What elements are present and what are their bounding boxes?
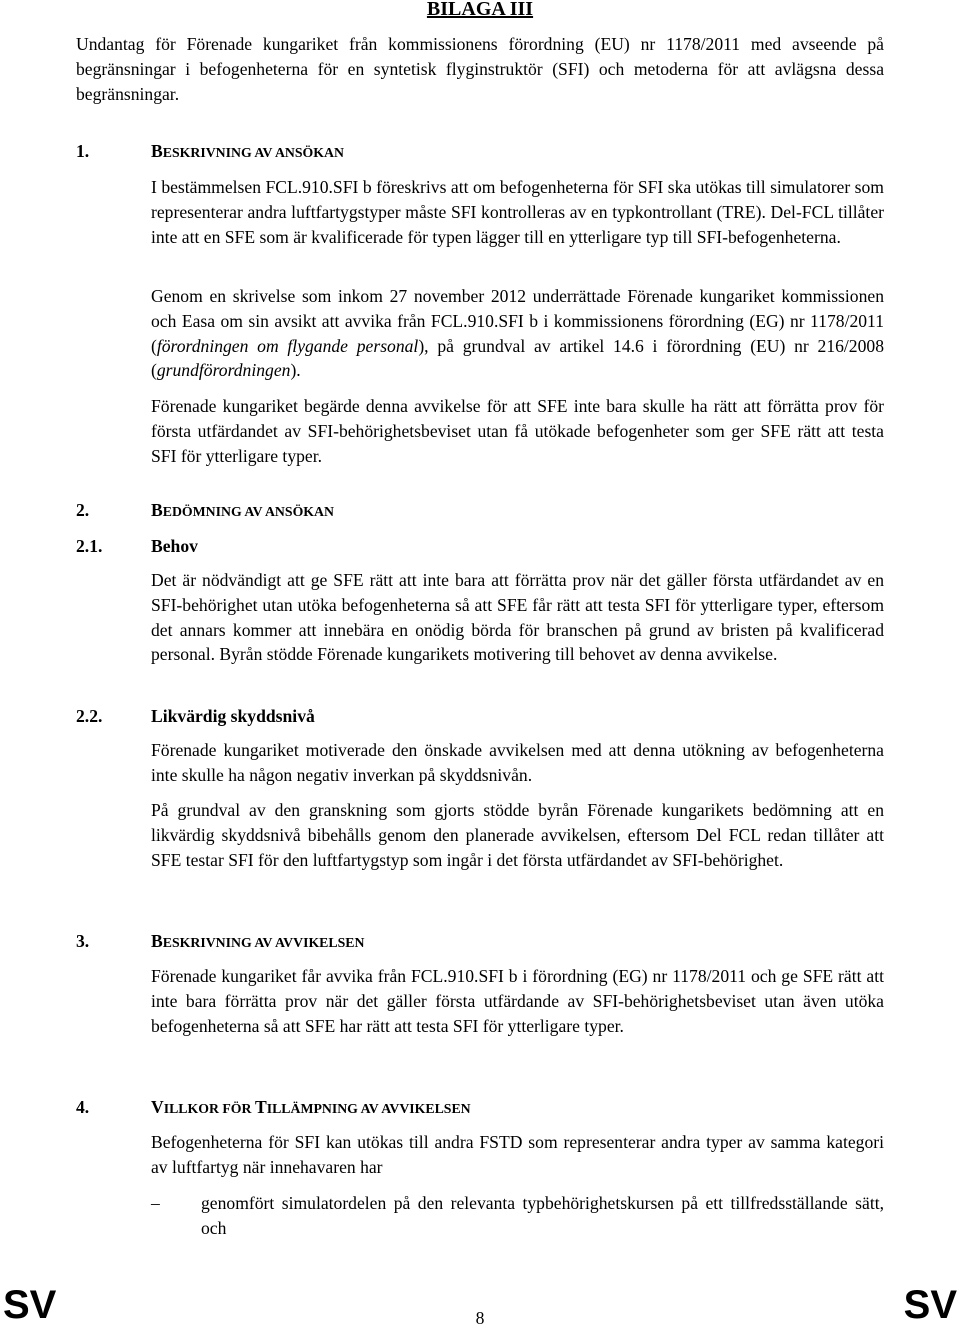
section-number: 3.	[76, 931, 90, 951]
section-1-paragraph-1: I bestämmelsen FCL.910.SFI b föreskrivs att om befogenheterna för SFI ska utökas till simulatorer som representerar andra luftfartygstyper måste SFI kontrolleras av en typkontrollant (TRE). Del-FCL tillåter inte att en SFE som är kvalificerade för typen lägger till en ytterligare typ till SFI-befogenheterna.	[151, 177, 884, 247]
subsection-2-1-paragraph: Det är nödvändigt att ge SFE rätt att inte bara att förrätta prov när det gäller första utfärdandet av en SFI-behörighet utan utöka befogenheterna så att SFE får rätt att testa SFI för ytterligare typer, eftersom det annars kommer att innebära en onödig börda för branschen på grund av bristen på kvalificerad personal. Byrån stödde Förenade kungarikets motivering till behovet av denna avvikelse.	[151, 570, 884, 665]
section-number: 1.	[76, 141, 90, 161]
subsection-2-2-paragraph-1: Förenade kungariket motiverade den önskade avvikelsen med att denna utökning av befogenheterna inte skulle ha någon negativ inverkan på skyddsnivån.	[151, 740, 884, 785]
subsection-title: Likvärdig skyddsnivå	[151, 706, 315, 726]
list-dash: –	[151, 1193, 160, 1213]
section-3-paragraph: Förenade kungariket får avvika från FCL.910.SFI b i förordning (EG) nr 1178/2011 och ge SFE rätt att inte bara förrätta prov när det gäller första utfärdande av SFI-behörighetsbeviset utan även utöka befogenheterna så att SFE har rätt att testa SFI för ytterligare typer.	[151, 966, 884, 1036]
subsection-title: Behov	[151, 536, 198, 556]
section-title: BESKRIVNING AV ANSÖKAN	[151, 141, 344, 161]
footer-language-right: SV	[903, 1283, 957, 1327]
section-title: BEDÖMNING AV ANSÖKAN	[151, 500, 334, 520]
section-1-paragraph-2: Genom en skrivelse som inkom 27 november 2012 underrättade Förenade kungariket kommissionen och Easa om sin avsikt att avvika från FCL.910.SFI b i kommissionens förordning (EG) nr 1178/2011 (förordningen om flygande personal), på grundval av artikel 14.6 i förordning (EU) nr 216/2008 (grundförordningen).	[151, 286, 884, 381]
list-item: genomfört simulatordelen på den relevanta typbehörighetskursen på ett tillfredsställande sätt, och	[201, 1193, 884, 1238]
subsection-2-2-paragraph-2: På grundval av den granskning som gjorts stödde byrån Förenade kungarikets bedömning att en likvärdig skyddsnivå bibehålls genom den planerade avvikelsen, eftersom Del FCL redan tillåter att SFE testar SFI för den luftfartygstyp som ingår i det första utfärdandet av SFI-behörighet.	[151, 800, 884, 870]
page-number: 8	[475, 1308, 485, 1328]
section-1-paragraph-3: Förenade kungariket begärde denna avvikelse för att SFE inte bara skulle ha rätt att förrätta prov för första utfärdandet av SFI-behörighetsbeviset utan få utökade befogenheter som ger SFE rätt att testa SFI för ytterligare typer.	[151, 396, 884, 466]
section-number: 4.	[76, 1097, 90, 1117]
intro-paragraph: Undantag för Förenade kungariket från kommissionens förordning (EU) nr 1178/2011 med avseende på begränsningar i befogenheterna för en syntetisk flyginstruktör (SFI) och metoderna för att avlägsna dessa begränsningar.	[76, 34, 884, 104]
annex-title: BILAGA III	[426, 0, 534, 20]
section-number: 2.	[76, 500, 90, 520]
section-4-paragraph: Befogenheterna för SFI kan utökas till andra FSTD som representerar andra typer av samma kategori av luftfartyg när innehavaren har	[151, 1132, 884, 1177]
subsection-number: 2.1.	[76, 536, 103, 556]
footer-language-left: SV	[3, 1283, 57, 1327]
section-title: BESKRIVNING AV AVVIKELSEN	[151, 931, 365, 951]
subsection-number: 2.2.	[76, 706, 103, 726]
section-title: VILLKOR FÖR TILLÄMPNING AV AVVIKELSEN	[151, 1097, 471, 1117]
